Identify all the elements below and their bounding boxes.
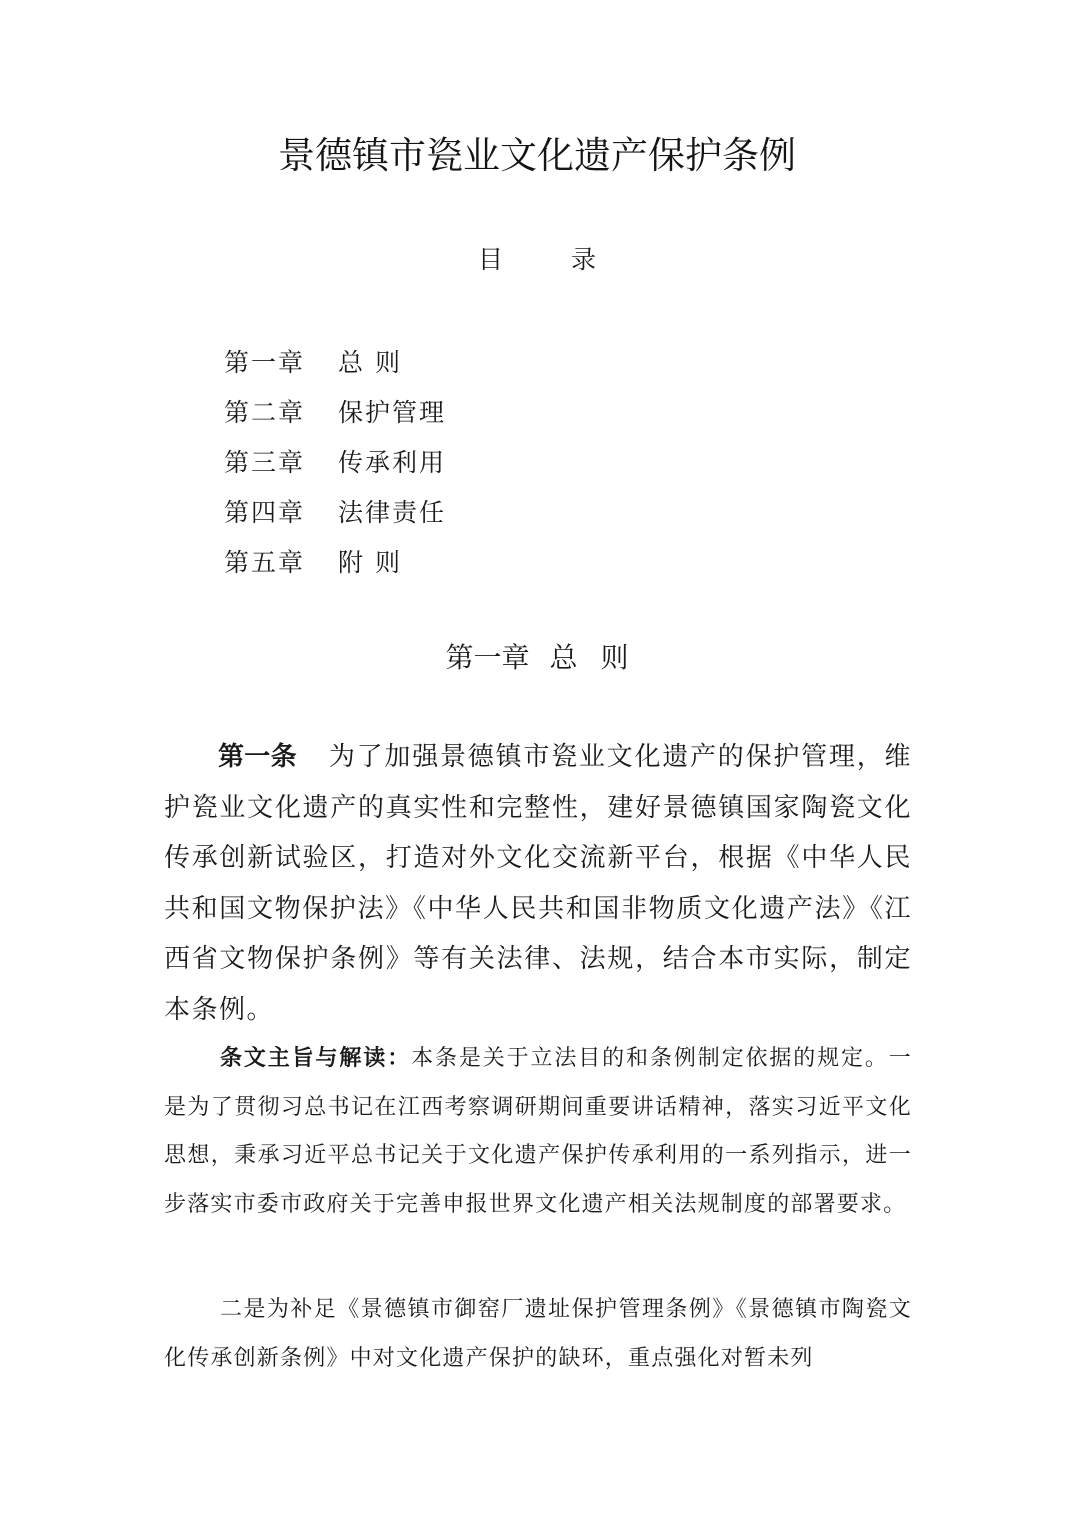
interpretation-paragraph: [164, 1034, 912, 1229]
document-title: 景德镇市瓷业文化遗产保护条例: [278, 134, 796, 177]
article-label: 第一条: [218, 742, 297, 772]
toc-chapter-number: 第一章: [224, 348, 306, 377]
toc-chapter-name: 传承利用: [338, 448, 447, 477]
toc-item: [224, 336, 644, 386]
table-of-contents: [224, 336, 644, 586]
interpretation-text: 二是为补足《景德镇市御窑厂遗址保护管理条例》《景德镇市陶瓷文化传承创新条例》中对文化遗产保护的缺环，重点强化对暂未列: [164, 1297, 912, 1371]
chapter-number: 第一章: [445, 641, 530, 674]
interpretation-text: 本条是关于立法目的和条例制定依据的规定。一是为了贯彻习总书记在江西考察调研期间重要讲话精神，落实习近平文化思想，秉承习近平总书记关于文化遗产保护传承利用的一系列指示，进一步落实市委市政府关于完善申报世界文化遗产相关法规制度的部署要求。: [164, 1046, 913, 1217]
toc-chapter-number: 第三章: [224, 448, 306, 477]
toc-item: [224, 536, 644, 586]
chapter-heading: [0, 634, 1074, 682]
toc-item: [224, 386, 644, 436]
toc-title: 目 录: [478, 245, 626, 274]
chapter-title: 总 则: [549, 641, 629, 674]
toc-chapter-name: 保护管理: [338, 398, 447, 427]
toc-chapter-number: 第二章: [224, 398, 306, 427]
toc-chapter-number: 第五章: [224, 548, 306, 577]
article-paragraph: [164, 732, 912, 1035]
toc-chapter-name: 附 则: [338, 548, 402, 577]
article-text: 为了加强景德镇市瓷业文化遗产的保护管理，维护瓷业文化遗产的真实性和完整性，建好景德镇国家陶瓷文化传承创新试验区，打造对外文化交流新平台，根据《中华人民共和国文物保护法》《中华人民共和国非物质文化遗产法》《江西省文物保护条例》等有关法律、法规，结合本市实际，制定本条例。: [164, 742, 912, 1025]
toc-chapter-number: 第四章: [224, 498, 306, 527]
interpretation-paragraph: [164, 1286, 912, 1383]
interpretation-label: 条文主旨与解读：: [220, 1045, 412, 1071]
toc-item: [224, 486, 644, 536]
toc-chapter-name: 总 则: [338, 348, 402, 377]
toc-item: [224, 436, 644, 486]
toc-chapter-name: 法律责任: [338, 498, 447, 527]
